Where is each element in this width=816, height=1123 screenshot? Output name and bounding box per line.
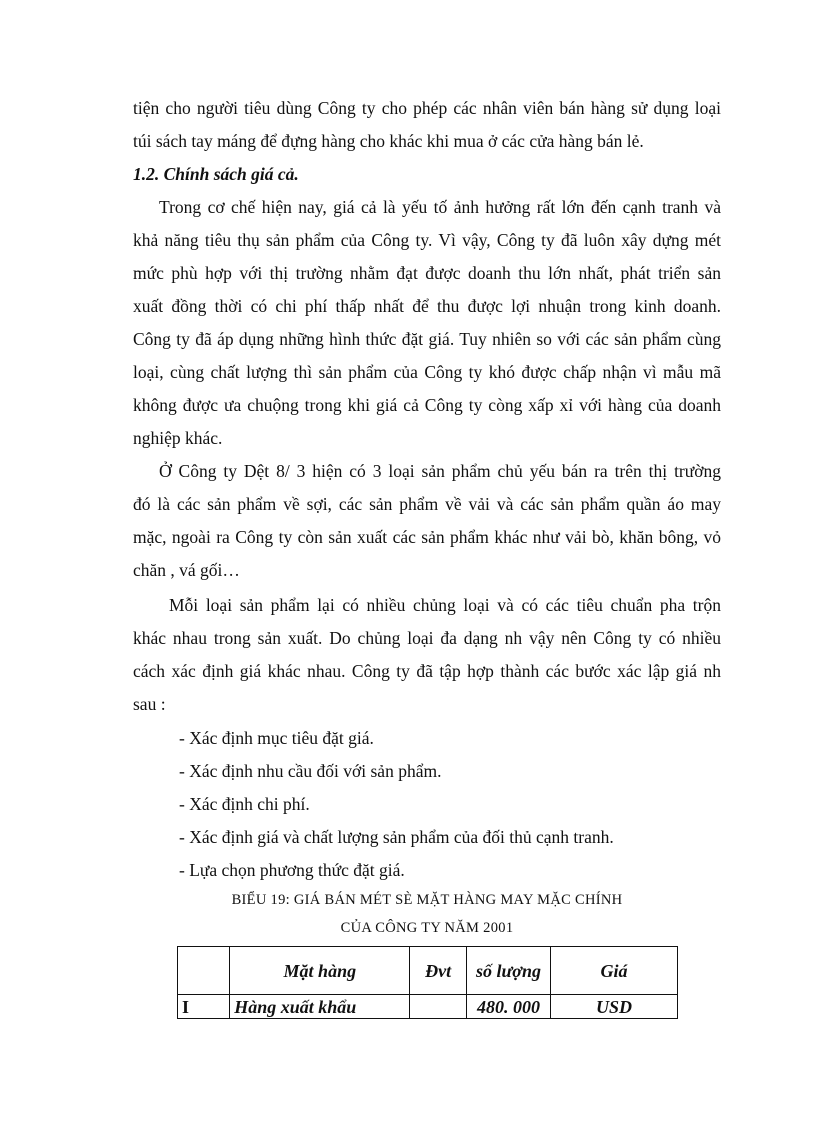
text-line: khác nhau trong sản xuất. Do chủng loại đa dạng nh vậy nên Công ty có nhiều [133, 628, 721, 648]
text-line: Công ty đã áp dụng những hình thức đặt giá. Tuy nhiên so với các sản phẩm cùng [133, 329, 721, 349]
text-line: mức phù hợp với thị trường nhằm đạt được doanh thu lớn nhất, phát triển sản [133, 263, 721, 283]
bullet-item: - Xác định mục tiêu đặt giá. [179, 728, 374, 748]
table-header-cell: Đvt [410, 947, 467, 995]
text-line: tiện cho người tiêu dùng Công ty cho phép các nhân viên bán hàng sử dụng loại [133, 98, 721, 118]
table-cell: USD [551, 995, 678, 1019]
table-header-row [178, 947, 678, 995]
paragraph-products [133, 455, 721, 587]
text-line: túi sách tay máng để đựng hàng cho khác khi mua ở các cửa hàng bán lẻ. [133, 131, 644, 151]
table-header-cell: Mặt hàng [230, 947, 410, 995]
table-header-cell: Giá [551, 947, 678, 995]
table-header-cell: số lượng [466, 947, 550, 995]
text-line: Mỗi loại sản phẩm lại có nhiều chủng loại và có các tiêu chuẩn pha trộn [169, 595, 721, 615]
table-caption-line-2: CỦA CÔNG TY NĂM 2001 [340, 920, 514, 936]
section-heading: 1.2. Chính sách giá cả. [133, 164, 299, 184]
paragraph-pricing-policy [133, 191, 721, 455]
text-line: cách xác định giá khác nhau. Công ty đã tập hợp thành các bước xác lập giá nh [133, 661, 721, 681]
table-row [178, 995, 678, 1019]
text-line: Trong cơ chế hiện nay, giá cả là yếu tố ảnh hưởng rất lớn đến cạnh tranh và [159, 197, 721, 217]
bullet-item: - Xác định chi phí. [179, 794, 310, 814]
text-line: Ở Công ty Dệt 8/ 3 hiện có 3 loại sản phẩm chủ yếu bán ra trên thị trường [159, 461, 721, 481]
text-line: mặc, ngoài ra Công ty còn sản xuất các sản phẩm khác như vải bò, khăn bông, vỏ [133, 527, 721, 547]
table-cell: Hàng xuất khẩu [230, 995, 410, 1019]
table-header-cell [178, 947, 230, 995]
table-cell: I [178, 995, 230, 1019]
text-line: khả năng tiêu thụ sản phẩm của Công ty. Vì vậy, Công ty đã luôn xây dựng mét [133, 230, 721, 250]
paragraph-pricing-steps [133, 589, 721, 721]
table-cell: 480. 000 [466, 995, 550, 1019]
text-line: không được ưa chuộng trong khi giá cả Công ty còng xấp xỉ với hàng của doanh [133, 395, 721, 415]
text-line: sau : [133, 694, 166, 714]
text-line: chăn , vá gối… [133, 560, 240, 580]
intro-paragraph [133, 92, 721, 158]
text-line: loại, cùng chất lượng thì sản phẩm của Công ty khó được chấp nhận vì mẫu mã [133, 362, 721, 382]
bullet-item: - Xác định nhu cầu đối với sản phẩm. [179, 761, 442, 781]
bullet-item: - Xác định giá và chất lượng sản phẩm của đối thủ cạnh tranh. [179, 827, 614, 847]
text-line: nghiệp khác. [133, 428, 223, 448]
text-line: đó là các sản phẩm về sợi, các sản phẩm về vải và các sản phẩm quần áo may [133, 494, 721, 514]
table-caption-line-1: BIỂU 19: GIÁ BÁN MÉT SÈ MẶT HÀNG MAY MẶC CHÍNH [231, 892, 623, 908]
table-cell [410, 995, 467, 1019]
price-table [177, 946, 678, 1019]
bullet-item: - Lựa chọn phương thức đặt giá. [179, 860, 405, 880]
text-line: xuất đồng thời có chi phí thấp nhất để thu được lợi nhuận trong kinh doanh. [133, 296, 721, 316]
